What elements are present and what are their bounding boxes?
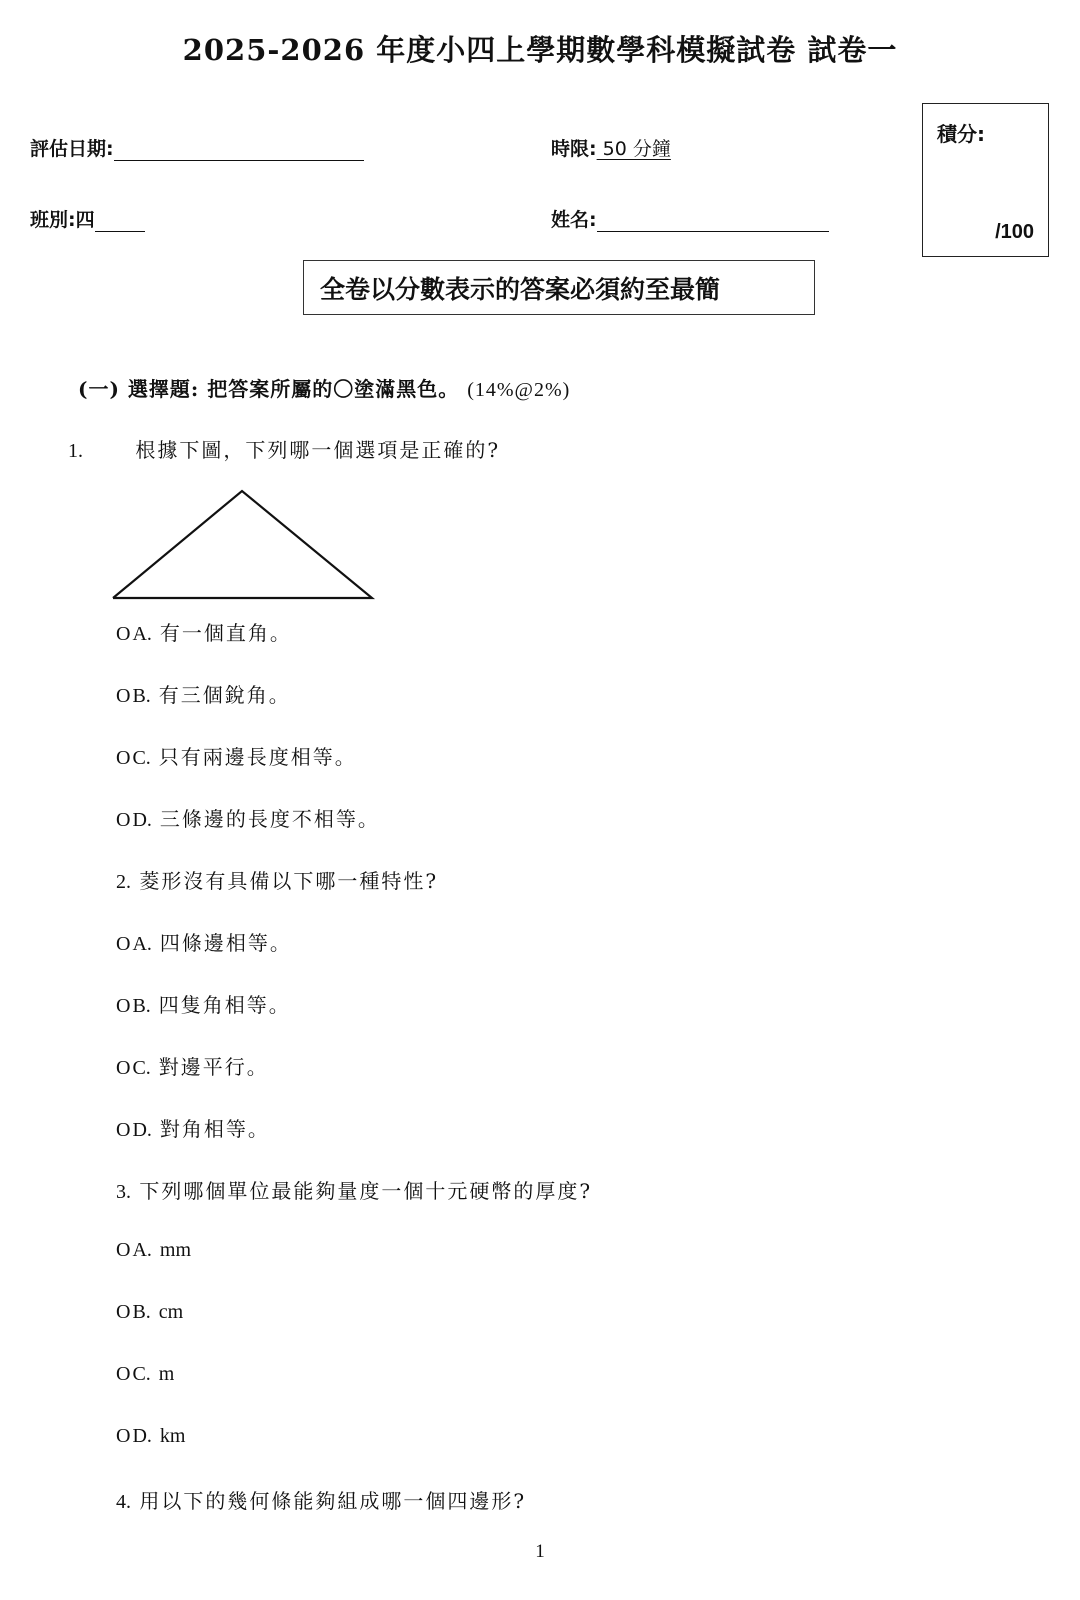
page-title: 2025-2026 年度小四上學期數學科模擬試卷 試卷一 [182, 33, 898, 67]
option-letter: B. [132, 1301, 151, 1323]
answer-bubble[interactable]: O [116, 1057, 131, 1079]
score-box [922, 103, 1049, 257]
assessment-date-blank[interactable] [114, 140, 364, 161]
assessment-date-field [30, 134, 364, 161]
triangle-outline [113, 491, 372, 598]
section-marks: (14%@2%) [467, 379, 571, 401]
option-letter: A. [132, 623, 152, 645]
q2-option-b[interactable] [116, 989, 291, 1018]
option-letter: A. [132, 1239, 152, 1261]
question-number: 3. [116, 1181, 131, 1203]
question-number: 4. [116, 1491, 131, 1513]
score-total: /100 [995, 221, 1034, 243]
question-number: 2. [116, 871, 131, 893]
option-letter: C. [132, 747, 151, 769]
option-text: 三條邊的長度不相等。 [159, 807, 380, 831]
page-number: 1 [535, 1541, 545, 1562]
option-text: 只有兩邊長度相等。 [158, 745, 357, 769]
q2-option-a[interactable] [116, 927, 292, 956]
question-text: 用以下的幾何條能夠組成哪一個四邊形? [139, 1489, 527, 1513]
option-letter: C. [132, 1057, 151, 1079]
q1-option-b[interactable] [116, 679, 291, 708]
q2-option-d[interactable] [116, 1113, 270, 1142]
class-blank[interactable] [95, 211, 145, 232]
score-label: 積分: [937, 122, 985, 146]
option-text: 四隻角相等。 [158, 993, 291, 1017]
question-1 [68, 434, 500, 463]
name-field [551, 205, 829, 232]
option-letter: B. [132, 995, 151, 1017]
answer-bubble[interactable]: O [116, 1425, 131, 1447]
assessment-date-label: 評估日期: [30, 138, 114, 160]
answer-bubble[interactable]: O [116, 1239, 131, 1261]
option-text: cm [158, 1301, 184, 1323]
question-4 [116, 1485, 526, 1514]
answer-bubble[interactable]: O [116, 1119, 131, 1141]
answer-bubble[interactable]: O [116, 933, 131, 955]
q3-option-c[interactable] [116, 1361, 174, 1386]
class-label: 班別:四 [30, 209, 95, 231]
question-number: 1. [68, 440, 83, 462]
answer-bubble[interactable]: O [116, 747, 131, 769]
option-text: 對邊平行。 [158, 1055, 269, 1079]
answer-bubble[interactable]: O [116, 685, 131, 707]
answer-bubble[interactable]: O [116, 995, 131, 1017]
time-limit-value: 50 分鐘 [596, 138, 671, 160]
option-text: m [158, 1363, 175, 1385]
option-letter: A. [132, 933, 152, 955]
name-blank[interactable] [597, 211, 829, 232]
time-limit-label: 時限: [551, 138, 597, 160]
answer-bubble[interactable]: O [116, 623, 131, 645]
question-text: 菱形沒有具備以下哪一種特性? [139, 869, 439, 893]
class-field [30, 205, 145, 232]
option-letter: C. [132, 1363, 151, 1385]
option-text: km [159, 1425, 186, 1447]
option-letter: D. [132, 1425, 152, 1447]
time-limit-field [551, 134, 671, 161]
simplest-form-notice: 全卷以分數表示的答案必須約至最簡 [303, 260, 815, 315]
q1-option-d[interactable] [116, 803, 380, 832]
section-title: (一) 選擇題: 把答案所屬的〇塗滿黑色。 [78, 377, 460, 401]
answer-bubble[interactable]: O [116, 809, 131, 831]
q1-option-a[interactable] [116, 617, 292, 646]
q1-option-c[interactable] [116, 741, 357, 770]
q2-option-c[interactable] [116, 1051, 269, 1080]
option-text: 有一個直角。 [159, 621, 292, 645]
answer-bubble[interactable]: O [116, 1363, 131, 1385]
option-text: 有三個銳角。 [158, 683, 291, 707]
q3-option-d[interactable] [116, 1423, 185, 1448]
q3-option-a[interactable] [116, 1237, 191, 1262]
question-text: 根據下圖，下列哪一個選項是正確的? [135, 438, 501, 462]
option-text: 對角相等。 [159, 1117, 270, 1141]
question-2 [116, 865, 438, 894]
option-text: mm [159, 1239, 192, 1261]
name-label: 姓名: [551, 209, 597, 231]
question-3 [116, 1175, 592, 1204]
answer-bubble[interactable]: O [116, 1301, 131, 1323]
option-letter: B. [132, 685, 151, 707]
option-letter: D. [132, 1119, 152, 1141]
question-text: 下列哪個單位最能夠量度一個十元硬幣的厚度? [139, 1179, 593, 1203]
section-heading [78, 373, 570, 402]
q3-option-b[interactable] [116, 1299, 183, 1324]
option-text: 四條邊相等。 [159, 931, 292, 955]
triangle-figure [108, 486, 380, 604]
option-letter: D. [132, 809, 152, 831]
